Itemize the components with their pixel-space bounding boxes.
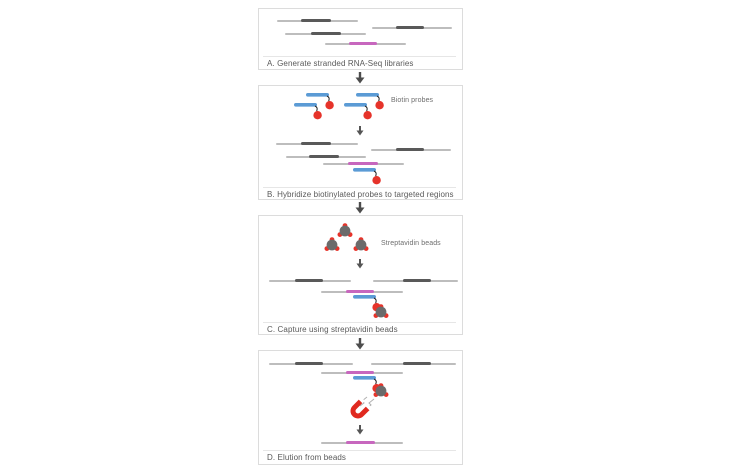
target-region-segment — [349, 42, 377, 45]
arrow-head — [357, 430, 364, 435]
arrow-head — [356, 208, 365, 214]
biotin-dot — [313, 111, 321, 119]
down-arrow-icon — [356, 259, 364, 269]
biotin-dot — [363, 111, 371, 119]
probe-bar — [356, 93, 379, 97]
bead-body — [340, 226, 351, 237]
fragment-insert-segment — [295, 362, 323, 365]
probe-bar — [353, 376, 376, 380]
streptavidin-beads-label: Streptavidin beads — [381, 240, 441, 247]
fragment-insert-segment — [309, 155, 339, 158]
arrow-head — [357, 264, 364, 269]
arrow-stem — [359, 338, 361, 344]
caption-divider — [263, 450, 456, 451]
target-region-segment — [346, 441, 375, 444]
fragment-insert-segment — [396, 26, 424, 29]
streptavidin-bead-icon — [323, 236, 341, 254]
probe-bar — [353, 168, 376, 172]
fragment-insert-segment — [301, 142, 331, 145]
down-arrow-icon — [356, 425, 364, 435]
panel-b-hybridize-probes — [258, 85, 463, 200]
probe-bar — [294, 103, 317, 107]
fragment-insert-segment — [403, 362, 431, 365]
arrow-stem — [359, 425, 361, 430]
magnet-body — [349, 397, 372, 420]
caption-divider — [263, 56, 456, 57]
panel-d-caption: D. Elution from beads — [267, 453, 347, 462]
biotin-probes-label: Biotin probes — [391, 97, 434, 104]
caption-divider — [263, 187, 456, 188]
arrow-stem — [359, 202, 361, 208]
biotin-probe-icon — [344, 103, 374, 120]
target-region-segment — [348, 162, 378, 165]
panel-a-caption: A. Generate stranded RNA-Seq libraries — [267, 59, 414, 68]
probe-bar — [353, 295, 376, 299]
arrow-stem — [359, 72, 361, 78]
biotin-dot — [325, 101, 333, 109]
caption-divider — [263, 322, 456, 323]
panel-d-elution — [258, 350, 463, 465]
bead-body — [327, 240, 338, 251]
arrow-head — [356, 78, 365, 84]
target-region-segment — [346, 290, 374, 293]
panel-c-capture-beads — [258, 215, 463, 335]
bead-body — [356, 240, 367, 251]
biotin-dot — [375, 101, 383, 109]
down-arrow-icon — [356, 126, 364, 136]
arrow-stem — [359, 259, 361, 264]
panel-c-caption: C. Capture using streptavidin beads — [267, 325, 398, 334]
fragment-insert-segment — [301, 19, 331, 22]
down-arrow-icon — [355, 338, 365, 350]
probe-bar — [306, 93, 329, 97]
arrow-head — [356, 344, 365, 350]
hybridized-probe-icon — [353, 168, 383, 185]
down-arrow-icon — [355, 202, 365, 214]
panel-b-caption: B. Hybridize biotinylated probes to targeted regions — [267, 190, 454, 199]
bead-body — [376, 307, 387, 318]
probe-bar — [344, 103, 367, 107]
arrow-head — [357, 131, 364, 136]
fragment-insert-segment — [311, 32, 341, 35]
biotin-probe-icon — [294, 103, 324, 120]
streptavidin-bead-icon — [372, 303, 390, 321]
down-arrow-icon — [355, 72, 365, 84]
panel-a-generate-libraries — [258, 8, 463, 70]
fragment-insert-segment — [403, 279, 431, 282]
biotin-dot — [372, 176, 380, 184]
streptavidin-bead-icon — [352, 236, 370, 254]
fragment-insert-segment — [396, 148, 424, 151]
arrow-stem — [359, 126, 361, 131]
target-region-segment — [346, 371, 374, 374]
magnet-icon — [343, 396, 373, 426]
fragment-insert-segment — [295, 279, 323, 282]
magnet-horseshoe — [351, 401, 368, 418]
